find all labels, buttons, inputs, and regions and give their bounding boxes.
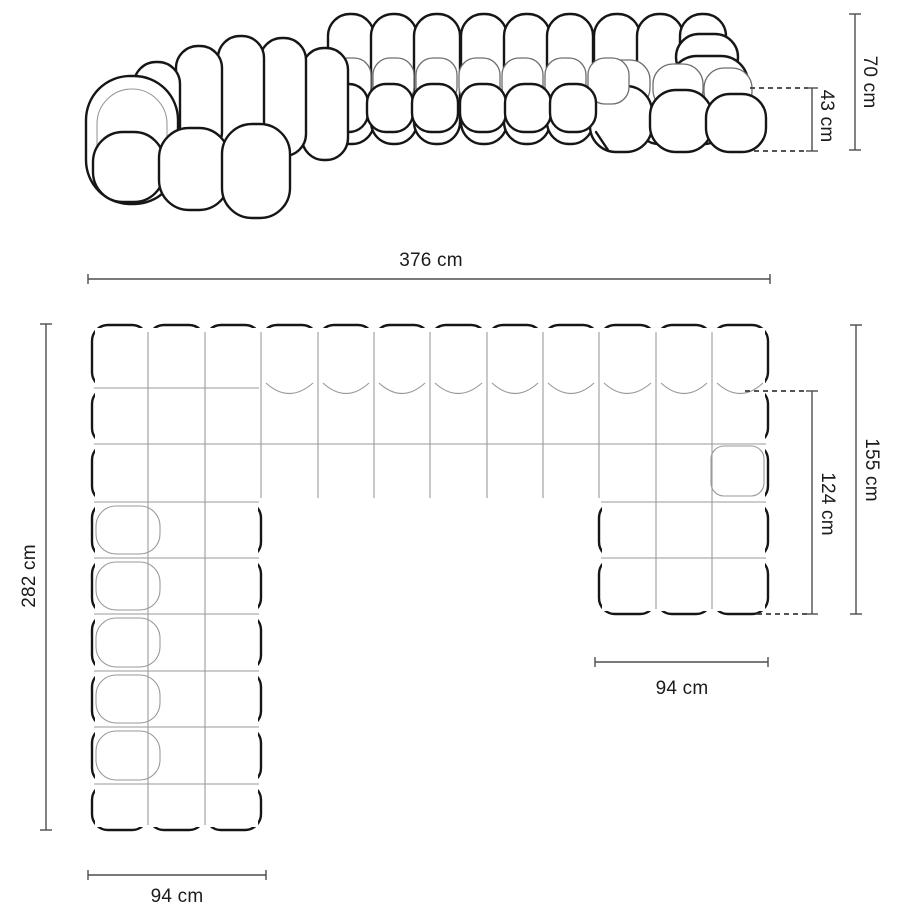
overall-depth-label: 282 cm bbox=[19, 544, 40, 608]
seat-height-label: 43 cm bbox=[816, 89, 837, 143]
overall-width-dimension-line bbox=[88, 274, 770, 284]
chaise-depth-label: 155 cm bbox=[861, 438, 882, 502]
overall-width-label: 376 cm bbox=[399, 250, 463, 271]
overall-height-label: 70 cm bbox=[859, 55, 880, 109]
sofa-plan-view-drawing bbox=[92, 325, 768, 830]
chaise-inner-depth-label: 124 cm bbox=[817, 472, 838, 536]
left-arm-width-label: 94 cm bbox=[150, 886, 204, 907]
chaise-width-label: 94 cm bbox=[655, 678, 709, 699]
sofa-front-view-drawing bbox=[86, 14, 766, 218]
